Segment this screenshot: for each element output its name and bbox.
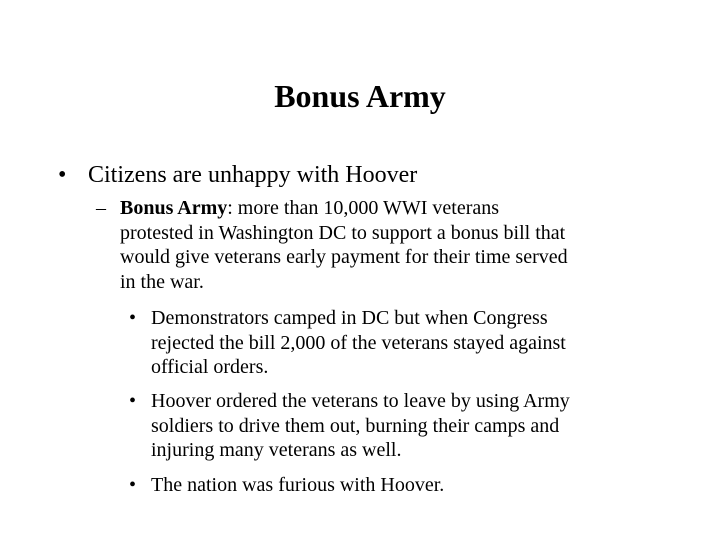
sub-point-line bbox=[120, 196, 680, 221]
sub-point-line: would give veterans early payment for their time served bbox=[120, 246, 568, 268]
bullet-icon: • bbox=[129, 390, 137, 412]
detail-line: rejected the bill 2,000 of the veterans stayed against bbox=[151, 331, 566, 354]
detail-line: official orders. bbox=[151, 356, 269, 378]
detail-line: Demonstrators camped in DC but when Congress bbox=[151, 307, 548, 329]
sub-point-line: in the war. bbox=[120, 270, 204, 293]
detail-point-text bbox=[151, 306, 661, 380]
bullet-icon: • bbox=[129, 307, 137, 329]
sub-point-term: Bonus Army bbox=[120, 197, 228, 219]
main-point-text: Citizens are unhappy with Hoover bbox=[88, 162, 418, 188]
sub-point-text bbox=[120, 196, 680, 294]
detail-line: injuring many veterans as well. bbox=[151, 439, 402, 461]
detail-point-text bbox=[151, 473, 661, 498]
detail-line: The nation was furious with Hoover. bbox=[151, 474, 445, 496]
bullet-icon: • bbox=[129, 474, 137, 496]
sub-point-line: protested in Washington DC to support a bonus bill that bbox=[120, 221, 566, 244]
detail-line: soldiers to drive them out, burning their camps and bbox=[151, 414, 560, 437]
dash-icon: – bbox=[96, 197, 106, 219]
bullet-icon: • bbox=[58, 162, 67, 188]
slide-title: Bonus Army bbox=[274, 78, 446, 114]
detail-point-text bbox=[151, 389, 661, 463]
sub-point-after-term: : more than 10,000 WWI veterans bbox=[227, 197, 500, 219]
detail-line: Hoover ordered the veterans to leave by using Army bbox=[151, 390, 570, 412]
